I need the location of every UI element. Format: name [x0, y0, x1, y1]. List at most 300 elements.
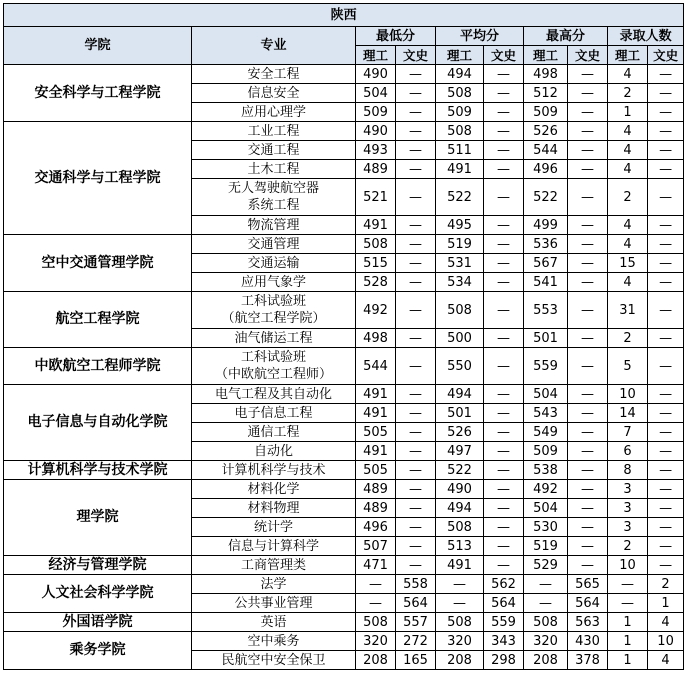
cell-min-science: 508 — [356, 613, 396, 632]
cell-count-science: 5 — [608, 348, 648, 385]
cell-count-science: 4 — [608, 65, 648, 84]
major-name: 法学 — [192, 575, 356, 594]
cell-count-arts: — — [648, 329, 684, 348]
cell-avg-arts: — — [484, 122, 524, 141]
major-name: 土木工程 — [192, 160, 356, 179]
cell-count-science: 2 — [608, 329, 648, 348]
table-row — [4, 235, 684, 254]
cell-count-arts: — — [648, 348, 684, 385]
cell-max-arts: — — [568, 179, 608, 216]
region-header: 陕西 — [4, 4, 684, 27]
cell-max-science: 544 — [524, 141, 568, 160]
cell-count-arts: — — [648, 273, 684, 292]
cell-min-arts: — — [396, 442, 436, 461]
table-row — [4, 575, 684, 594]
cell-avg-arts: — — [484, 216, 524, 235]
table-body — [4, 65, 684, 670]
cell-count-science: 6 — [608, 442, 648, 461]
cell-min-science: 492 — [356, 292, 396, 329]
cell-avg-arts: — — [484, 348, 524, 385]
cell-avg-arts: 559 — [484, 613, 524, 632]
cell-max-arts: — — [568, 537, 608, 556]
cell-avg-arts: — — [484, 329, 524, 348]
cell-max-science: 530 — [524, 518, 568, 537]
cell-min-science: 493 — [356, 141, 396, 160]
cell-avg-science: 490 — [436, 480, 484, 499]
major-name: 信息与计算科学 — [192, 537, 356, 556]
cell-count-arts: — — [648, 292, 684, 329]
cell-avg-arts: — — [484, 404, 524, 423]
major-name: 民航空中安全保卫 — [192, 651, 356, 670]
cell-max-arts: — — [568, 235, 608, 254]
table-row — [4, 292, 684, 329]
cell-min-science: 471 — [356, 556, 396, 575]
sub-header-science: 理工 — [356, 46, 396, 65]
table-row — [4, 480, 684, 499]
cell-max-arts: — — [568, 518, 608, 537]
cell-avg-arts: — — [484, 160, 524, 179]
college-name: 空中交通管理学院 — [4, 235, 192, 292]
cell-avg-science: 491 — [436, 556, 484, 575]
major-name: 交通运输 — [192, 254, 356, 273]
cell-count-science: 1 — [608, 103, 648, 122]
cell-avg-science: 508 — [436, 122, 484, 141]
cell-avg-science: 208 — [436, 651, 484, 670]
cell-max-science: 320 — [524, 632, 568, 651]
cell-avg-arts: — — [484, 537, 524, 556]
cell-min-arts: — — [396, 423, 436, 442]
cell-min-science: 208 — [356, 651, 396, 670]
cell-min-arts: 564 — [396, 594, 436, 613]
major-name: 交通工程 — [192, 141, 356, 160]
major-name: 物流管理 — [192, 216, 356, 235]
cell-avg-science: — — [436, 594, 484, 613]
cell-avg-science: 497 — [436, 442, 484, 461]
cell-max-science: 208 — [524, 651, 568, 670]
cell-max-arts: — — [568, 499, 608, 518]
cell-count-arts: — — [648, 442, 684, 461]
cell-avg-science: 494 — [436, 385, 484, 404]
cell-count-science: 3 — [608, 518, 648, 537]
cell-count-arts: — — [648, 254, 684, 273]
cell-max-science: 559 — [524, 348, 568, 385]
cell-avg-arts: — — [484, 499, 524, 518]
cell-max-science: 498 — [524, 65, 568, 84]
cell-avg-arts: — — [484, 423, 524, 442]
cell-avg-science: 500 — [436, 329, 484, 348]
cell-count-arts: 10 — [648, 632, 684, 651]
table-row — [4, 613, 684, 632]
cell-avg-science: 508 — [436, 518, 484, 537]
cell-avg-arts: — — [484, 556, 524, 575]
cell-max-science: 504 — [524, 385, 568, 404]
cell-count-science: 7 — [608, 423, 648, 442]
cell-avg-science: 531 — [436, 254, 484, 273]
cell-avg-science: 494 — [436, 65, 484, 84]
sub-header-arts: 文史 — [396, 46, 436, 65]
cell-max-arts: 430 — [568, 632, 608, 651]
major-name — [192, 292, 356, 329]
cell-count-arts: — — [648, 141, 684, 160]
cell-count-arts: — — [648, 423, 684, 442]
major-name: 交通管理 — [192, 235, 356, 254]
cell-max-arts: 563 — [568, 613, 608, 632]
cell-avg-science: 550 — [436, 348, 484, 385]
table-row — [4, 385, 684, 404]
sub-header-science: 理工 — [436, 46, 484, 65]
cell-count-science: 4 — [608, 141, 648, 160]
major-name: 空中乘务 — [192, 632, 356, 651]
cell-min-science: 489 — [356, 499, 396, 518]
major-name-line: 工科试验班 — [240, 350, 306, 365]
major-name: 工商管理类 — [192, 556, 356, 575]
cell-avg-arts: — — [484, 103, 524, 122]
major-name: 电子信息工程 — [192, 404, 356, 423]
table-row — [4, 122, 684, 141]
sub-header-science: 理工 — [608, 46, 648, 65]
cell-min-arts: — — [396, 65, 436, 84]
cell-avg-arts: — — [484, 461, 524, 480]
cell-max-arts: 378 — [568, 651, 608, 670]
cell-count-science: 4 — [608, 216, 648, 235]
major-name: 材料化学 — [192, 480, 356, 499]
cell-min-science: 507 — [356, 537, 396, 556]
cell-avg-arts: — — [484, 254, 524, 273]
cell-max-science: 492 — [524, 480, 568, 499]
cell-min-arts: — — [396, 385, 436, 404]
cell-count-science: 2 — [608, 179, 648, 216]
cell-min-arts: — — [396, 179, 436, 216]
cell-max-arts: — — [568, 273, 608, 292]
cell-count-arts: — — [648, 84, 684, 103]
cell-max-science: 504 — [524, 499, 568, 518]
min-score-header: 最低分 — [356, 27, 436, 46]
cell-max-arts: 565 — [568, 575, 608, 594]
cell-max-science: 512 — [524, 84, 568, 103]
cell-avg-arts: — — [484, 518, 524, 537]
cell-max-arts: — — [568, 292, 608, 329]
college-name: 交通科学与工程学院 — [4, 122, 192, 235]
cell-count-arts: 4 — [648, 613, 684, 632]
admission-score-table — [3, 3, 684, 670]
cell-count-science: 1 — [608, 632, 648, 651]
cell-count-arts: — — [648, 385, 684, 404]
cell-min-arts: 272 — [396, 632, 436, 651]
major-name — [192, 179, 356, 216]
table-row — [4, 65, 684, 84]
college-name: 乘务学院 — [4, 632, 192, 670]
max-score-header: 最高分 — [524, 27, 608, 46]
cell-max-science: 508 — [524, 613, 568, 632]
cell-avg-arts: 562 — [484, 575, 524, 594]
major-name: 安全工程 — [192, 65, 356, 84]
sub-header-arts: 文史 — [568, 46, 608, 65]
cell-min-arts: — — [396, 518, 436, 537]
cell-min-arts: 557 — [396, 613, 436, 632]
cell-max-science: 522 — [524, 179, 568, 216]
cell-avg-arts: — — [484, 385, 524, 404]
cell-count-science: 10 — [608, 385, 648, 404]
major-name: 通信工程 — [192, 423, 356, 442]
cell-count-science: 15 — [608, 254, 648, 273]
cell-min-arts: — — [396, 103, 436, 122]
cell-min-arts: — — [396, 235, 436, 254]
cell-max-science: 541 — [524, 273, 568, 292]
cell-avg-science: 519 — [436, 235, 484, 254]
table-row — [4, 348, 684, 385]
cell-count-science: 14 — [608, 404, 648, 423]
college-name: 经济与管理学院 — [4, 556, 192, 575]
cell-max-arts: — — [568, 442, 608, 461]
cell-min-science: 505 — [356, 423, 396, 442]
cell-avg-science: 494 — [436, 499, 484, 518]
cell-count-arts: — — [648, 160, 684, 179]
major-name-line: （航空工程学院） — [221, 311, 326, 326]
major-name: 公共事业管理 — [192, 594, 356, 613]
cell-count-arts: — — [648, 499, 684, 518]
major-name: 电气工程及其自动化 — [192, 385, 356, 404]
cell-min-arts: — — [396, 216, 436, 235]
cell-avg-science: 508 — [436, 613, 484, 632]
cell-min-science: 528 — [356, 273, 396, 292]
cell-count-science: 10 — [608, 556, 648, 575]
cell-avg-science: 522 — [436, 461, 484, 480]
major-name: 计算机科学与技术 — [192, 461, 356, 480]
cell-count-arts: — — [648, 216, 684, 235]
cell-count-arts: 1 — [648, 594, 684, 613]
cell-max-arts: — — [568, 103, 608, 122]
major-name: 英语 — [192, 613, 356, 632]
major-name: 应用心理学 — [192, 103, 356, 122]
cell-min-arts: — — [396, 273, 436, 292]
cell-avg-arts: 298 — [484, 651, 524, 670]
cell-avg-arts: — — [484, 273, 524, 292]
cell-max-arts: — — [568, 348, 608, 385]
cell-count-science: 3 — [608, 480, 648, 499]
cell-max-arts: — — [568, 556, 608, 575]
college-name: 电子信息与自动化学院 — [4, 385, 192, 461]
cell-avg-arts: — — [484, 141, 524, 160]
cell-min-science: 498 — [356, 329, 396, 348]
cell-min-arts: — — [396, 254, 436, 273]
cell-count-arts: 4 — [648, 651, 684, 670]
cell-min-science: 521 — [356, 179, 396, 216]
cell-avg-arts: — — [484, 179, 524, 216]
cell-min-arts: — — [396, 160, 436, 179]
cell-max-science: 519 — [524, 537, 568, 556]
cell-min-arts: 558 — [396, 575, 436, 594]
cell-max-science: — — [524, 594, 568, 613]
cell-min-science: 491 — [356, 404, 396, 423]
avg-score-header: 平均分 — [436, 27, 524, 46]
table-row — [4, 461, 684, 480]
college-column-header: 学院 — [4, 27, 192, 65]
cell-max-arts: — — [568, 404, 608, 423]
cell-count-science: — — [608, 575, 648, 594]
cell-avg-science: 508 — [436, 292, 484, 329]
college-name: 中欧航空工程师学院 — [4, 348, 192, 385]
cell-count-science: 1 — [608, 613, 648, 632]
cell-max-science: 501 — [524, 329, 568, 348]
cell-max-science: 553 — [524, 292, 568, 329]
cell-min-science: 320 — [356, 632, 396, 651]
cell-max-arts: — — [568, 84, 608, 103]
cell-count-arts: — — [648, 65, 684, 84]
cell-max-arts: — — [568, 122, 608, 141]
cell-min-science: 490 — [356, 122, 396, 141]
cell-max-science: 567 — [524, 254, 568, 273]
cell-min-arts: — — [396, 461, 436, 480]
cell-avg-arts: 343 — [484, 632, 524, 651]
sub-header-arts: 文史 — [648, 46, 684, 65]
cell-min-science: 544 — [356, 348, 396, 385]
cell-count-arts: — — [648, 461, 684, 480]
major-name: 自动化 — [192, 442, 356, 461]
major-name: 应用气象学 — [192, 273, 356, 292]
cell-count-science: 4 — [608, 235, 648, 254]
cell-count-science: 4 — [608, 122, 648, 141]
table-row — [4, 632, 684, 651]
major-name: 统计学 — [192, 518, 356, 537]
cell-count-science: 8 — [608, 461, 648, 480]
cell-count-arts: — — [648, 179, 684, 216]
cell-max-arts: — — [568, 480, 608, 499]
major-name: 油气储运工程 — [192, 329, 356, 348]
cell-count-arts: — — [648, 556, 684, 575]
cell-count-science: 4 — [608, 273, 648, 292]
cell-avg-science: 320 — [436, 632, 484, 651]
cell-min-arts: — — [396, 122, 436, 141]
major-name: 工业工程 — [192, 122, 356, 141]
cell-avg-science: 526 — [436, 423, 484, 442]
cell-avg-science: 509 — [436, 103, 484, 122]
cell-count-arts: — — [648, 518, 684, 537]
major-name-line: （中欧航空工程师） — [214, 367, 332, 382]
cell-min-arts: — — [396, 480, 436, 499]
major-name-line: 无人驾驶航空器 — [227, 181, 319, 196]
cell-max-arts: — — [568, 216, 608, 235]
cell-count-arts: — — [648, 122, 684, 141]
college-name: 外国语学院 — [4, 613, 192, 632]
cell-min-science: 505 — [356, 461, 396, 480]
cell-avg-science: 501 — [436, 404, 484, 423]
cell-max-science: 549 — [524, 423, 568, 442]
cell-count-arts: — — [648, 103, 684, 122]
cell-max-science: 526 — [524, 122, 568, 141]
sub-header-science: 理工 — [524, 46, 568, 65]
sub-header-arts: 文史 — [484, 46, 524, 65]
cell-count-arts: — — [648, 480, 684, 499]
cell-max-arts: — — [568, 329, 608, 348]
cell-avg-science: 508 — [436, 84, 484, 103]
major-name-line: 系统工程 — [247, 198, 300, 213]
cell-count-arts: — — [648, 537, 684, 556]
cell-count-science: 3 — [608, 499, 648, 518]
cell-min-arts: — — [396, 292, 436, 329]
college-name: 理学院 — [4, 480, 192, 556]
cell-avg-arts: — — [484, 84, 524, 103]
college-name: 人文社会科学学院 — [4, 575, 192, 613]
cell-max-science: 529 — [524, 556, 568, 575]
major-name-line: 工科试验班 — [240, 294, 306, 309]
college-name: 计算机科学与技术学院 — [4, 461, 192, 480]
cell-max-arts: 564 — [568, 594, 608, 613]
cell-min-science: 490 — [356, 65, 396, 84]
cell-count-arts: 2 — [648, 575, 684, 594]
cell-min-arts: — — [396, 499, 436, 518]
cell-max-science: 536 — [524, 235, 568, 254]
cell-min-arts: — — [396, 84, 436, 103]
cell-avg-science: 511 — [436, 141, 484, 160]
cell-max-arts: — — [568, 423, 608, 442]
cell-max-science: 509 — [524, 442, 568, 461]
score-table-container — [3, 3, 684, 670]
cell-min-science: 489 — [356, 160, 396, 179]
cell-avg-science: 513 — [436, 537, 484, 556]
cell-max-science: — — [524, 575, 568, 594]
cell-avg-science: 522 — [436, 179, 484, 216]
cell-max-science: 496 — [524, 160, 568, 179]
enrollment-count-header: 录取人数 — [608, 27, 684, 46]
cell-max-science: 509 — [524, 103, 568, 122]
major-column-header: 专业 — [192, 27, 356, 65]
cell-avg-arts: — — [484, 235, 524, 254]
cell-count-science: 1 — [608, 651, 648, 670]
cell-min-science: 515 — [356, 254, 396, 273]
cell-min-science: 491 — [356, 385, 396, 404]
cell-min-science: 509 — [356, 103, 396, 122]
cell-min-science: 489 — [356, 480, 396, 499]
cell-min-arts: — — [396, 141, 436, 160]
cell-max-arts: — — [568, 141, 608, 160]
cell-max-science: 543 — [524, 404, 568, 423]
cell-count-science: 2 — [608, 84, 648, 103]
college-name: 航空工程学院 — [4, 292, 192, 348]
cell-min-science: — — [356, 575, 396, 594]
cell-count-science: 31 — [608, 292, 648, 329]
cell-min-science: 504 — [356, 84, 396, 103]
table-row — [4, 556, 684, 575]
cell-max-science: 538 — [524, 461, 568, 480]
cell-max-arts: — — [568, 254, 608, 273]
cell-min-science: 491 — [356, 216, 396, 235]
cell-max-arts: — — [568, 160, 608, 179]
cell-avg-science: 491 — [436, 160, 484, 179]
cell-count-arts: — — [648, 235, 684, 254]
cell-avg-arts: — — [484, 65, 524, 84]
major-name: 材料物理 — [192, 499, 356, 518]
cell-count-science: 2 — [608, 537, 648, 556]
cell-max-arts: — — [568, 385, 608, 404]
major-name: 信息安全 — [192, 84, 356, 103]
cell-avg-science: 495 — [436, 216, 484, 235]
cell-avg-arts: — — [484, 442, 524, 461]
cell-min-science: — — [356, 594, 396, 613]
cell-min-arts: — — [396, 348, 436, 385]
cell-min-arts: — — [396, 537, 436, 556]
cell-count-science: — — [608, 594, 648, 613]
cell-min-arts: — — [396, 556, 436, 575]
major-name — [192, 348, 356, 385]
cell-max-arts: — — [568, 65, 608, 84]
cell-avg-arts: 564 — [484, 594, 524, 613]
cell-min-arts: 165 — [396, 651, 436, 670]
cell-avg-arts: — — [484, 480, 524, 499]
college-name: 安全科学与工程学院 — [4, 65, 192, 122]
cell-min-arts: — — [396, 404, 436, 423]
cell-avg-arts: — — [484, 292, 524, 329]
cell-min-arts: — — [396, 329, 436, 348]
